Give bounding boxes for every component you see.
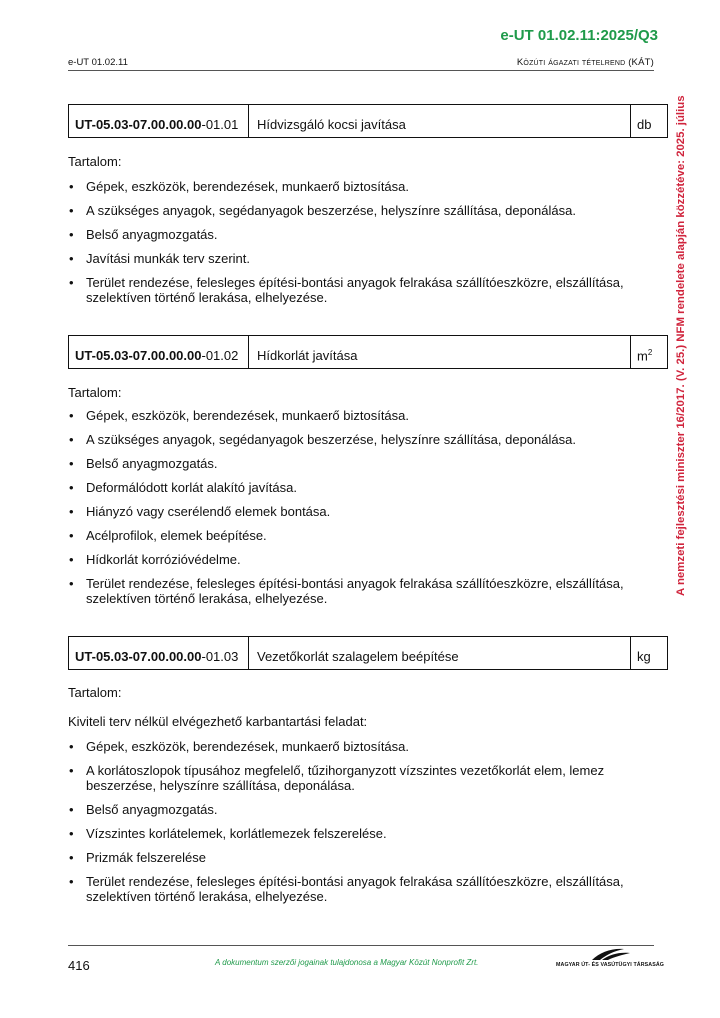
list-item: • Javítási munkák terv szerint. <box>68 251 628 266</box>
item-title: Vezetőkorlát szalagelem beépítése <box>249 637 631 669</box>
header-left: e-UT 01.02.11 <box>68 57 128 68</box>
bullet-list <box>68 179 628 314</box>
item-code: UT-05.03-07.00.00.00-01.01 <box>69 105 249 137</box>
list-item: • A szükséges anyagok, segédanyagok beszerzése, helyszínre szállítása, deponálása. <box>68 432 628 447</box>
list-item: • Vízszintes korlátelemek, korlátlemezek felszerelése. <box>68 826 628 841</box>
list-item: • Gépek, eszközök, berendezések, munkaerő biztosítása. <box>68 179 628 194</box>
logo-text: MAGYAR ÚT- ÉS VASÚTÜGYI TÁRSASÁG <box>556 962 664 968</box>
list-item: • Hiányzó vagy cserélendő elemek bontása. <box>68 504 628 519</box>
list-item: • Prizmák felszerelése <box>68 850 628 865</box>
contents-label: Tartalom: <box>68 385 122 400</box>
list-item: • A szükséges anyagok, segédanyagok beszerzése, helyszínre szállítása, deponálása. <box>68 203 628 218</box>
side-publication-note: A nemzeti fejlesztési miniszter 16/2017. (V. 25.) NFM rendelete alapján közzétéve: 2025. július <box>675 95 687 596</box>
list-item: • Terület rendezése, felesleges építési-bontási anyagok felrakása szállítóeszközre, elszállítása, szelektíven történő lerakása, elhelyezése. <box>68 576 628 606</box>
page-header <box>68 56 654 71</box>
list-item: • Acélprofilok, elemek beépítése. <box>68 528 628 543</box>
bullet-list <box>68 739 628 913</box>
list-item: • Belső anyagmozgatás. <box>68 802 628 817</box>
item-title: Hídvizsgáló kocsi javítása <box>249 105 631 137</box>
list-item: • Belső anyagmozgatás. <box>68 227 628 242</box>
list-item: • Gépek, eszközök, berendezések, munkaerő biztosítása. <box>68 739 628 754</box>
item-code: UT-05.03-07.00.00.00-01.02 <box>69 336 249 368</box>
page-number: 416 <box>68 958 90 973</box>
list-item: • Hídkorlát korrózióvédelme. <box>68 552 628 567</box>
header-right: Közúti ágazati tételrend (KÁT) <box>516 57 654 68</box>
society-logo <box>556 946 664 970</box>
item-unit: kg <box>637 649 651 664</box>
item-unit: $m^2$ <box>637 348 653 364</box>
logo-mark-icon <box>556 946 656 962</box>
contents-label: Tartalom: <box>68 685 122 700</box>
item-title: Hídkorlát javítása <box>249 336 631 368</box>
item-code: UT-05.03-07.00.00.00-01.03 <box>69 637 249 669</box>
list-item: • Deformálódott korlát alakító javítása. <box>68 480 628 495</box>
list-item: • Belső anyagmozgatás. <box>68 456 628 471</box>
item-table <box>68 104 668 138</box>
copyright-note: A dokumentum szerzői jogainak tulajdonosa a Magyar Közút Nonprofit Zrt. <box>215 958 479 967</box>
item-unit: db <box>637 117 652 132</box>
intro-text: Kiviteli terv nélkül elvégezhető karbantartási feladat: <box>68 714 368 729</box>
contents-label: Tartalom: <box>68 154 122 169</box>
item-table <box>68 335 668 369</box>
list-item: • A korlátoszlopok típusához megfelelő, tűzihorganyzott vízszintes vezetőkorlát elem, lemez beszerzése, helyszínre szállítása, deponálása. <box>68 763 628 793</box>
document-code: e-UT 01.02.11:2025/Q3 <box>500 27 658 44</box>
list-item: • Terület rendezése, felesleges építési-bontási anyagok felrakása szállítóeszközre, elszállítása, szelektíven történő lerakása, elhelyezése. <box>68 275 628 305</box>
bullet-list <box>68 408 628 615</box>
list-item: • Gépek, eszközök, berendezések, munkaerő biztosítása. <box>68 408 628 423</box>
list-item: • Terület rendezése, felesleges építési-bontási anyagok felrakása szállítóeszközre, elszállítása, szelektíven történő lerakása, elhelyezése. <box>68 874 628 904</box>
item-table <box>68 636 668 670</box>
